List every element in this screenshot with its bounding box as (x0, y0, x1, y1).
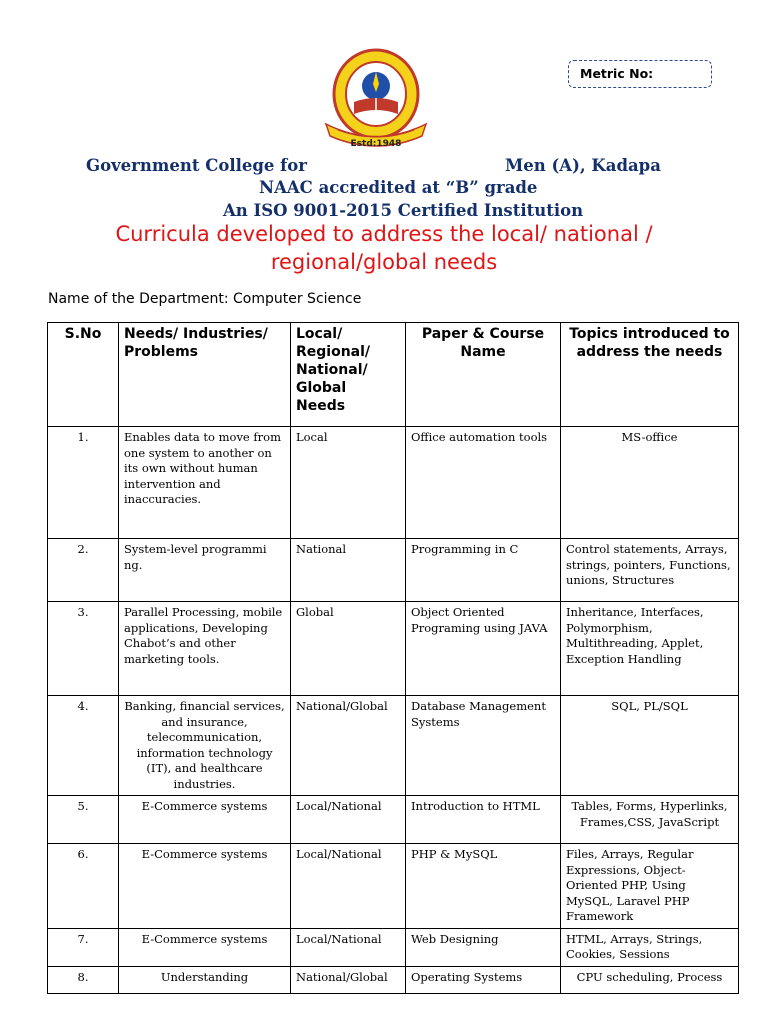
cell-paper: Object Oriented Programing using JAVA (406, 602, 561, 696)
curricula-table (47, 322, 739, 994)
header-sno: S.No (48, 323, 119, 427)
cell-paper: PHP & MySQL (406, 844, 561, 929)
college-name-right: Men (A), Kadapa (505, 156, 661, 175)
naac-line: NAAC accredited at “B” grade (259, 178, 538, 197)
cell-sno: 7. (48, 928, 119, 966)
metric-label: Metric No: (580, 66, 654, 81)
page-title-line2: regional/global needs (270, 250, 498, 274)
cell-needs: Banking, financial services, and insurance, telecommunication, information technology (IT), and healthcare industries. (119, 696, 291, 796)
cell-needs: Enables data to move from one system to another on its own without human intervention and inaccuracies. (119, 427, 291, 539)
cell-level: National/Global (291, 696, 406, 796)
cell-paper: Operating Systems (406, 966, 561, 993)
cell-level: Local/National (291, 928, 406, 966)
cell-topics: Control statements, Arrays, strings, pointers, Functions, unions, Structures (561, 539, 739, 602)
cell-sno: 2. (48, 539, 119, 602)
cell-topics: Tables, Forms, Hyperlinks, Frames,CSS, JavaScript (561, 796, 739, 844)
cell-needs: E-Commerce systems (119, 796, 291, 844)
cell-paper: Web Designing (406, 928, 561, 966)
cell-topics: Files, Arrays, Regular Expressions, Object-Oriented PHP, Using MySQL, Laravel PHP Framework (561, 844, 739, 929)
cell-paper: Programming in C (406, 539, 561, 602)
table-row (48, 928, 739, 966)
cell-sno: 1. (48, 427, 119, 539)
cell-sno: 4. (48, 696, 119, 796)
table-row (48, 539, 739, 602)
header-needs: Needs/ Industries/ Problems (119, 323, 291, 427)
iso-line: An ISO 9001-2015 Certified Institution (223, 201, 584, 220)
table-row (48, 796, 739, 844)
cell-needs: Understanding (119, 966, 291, 993)
cell-level: Local (291, 427, 406, 539)
cell-level: National/Global (291, 966, 406, 993)
header-topics: Topics introduced to address the needs (561, 323, 739, 427)
cell-topics: MS-office (561, 427, 739, 539)
cell-level: National (291, 539, 406, 602)
table-row (48, 427, 739, 539)
college-name-left: Government College for (86, 156, 307, 175)
cell-needs: E-Commerce systems (119, 844, 291, 929)
cell-paper: Office automation tools (406, 427, 561, 539)
cell-topics: CPU scheduling, Process (561, 966, 739, 993)
cell-sno: 5. (48, 796, 119, 844)
cell-topics: Inheritance, Interfaces, Polymorphism, Multithreading, Applet, Exception Handling (561, 602, 739, 696)
cell-topics: HTML, Arrays, Strings, Cookies, Sessions (561, 928, 739, 966)
header-paper: Paper & Course Name (406, 323, 561, 427)
cell-level: Local/National (291, 796, 406, 844)
cell-level: Global (291, 602, 406, 696)
header-level: Local/ Regional/ National/ Global Needs (291, 323, 406, 427)
cell-sno: 8. (48, 966, 119, 993)
table-header-row (48, 323, 739, 427)
college-logo (316, 44, 436, 154)
cell-needs: System-level programmi ng. (119, 539, 291, 602)
established-year: Estd:1948 (350, 139, 402, 149)
cell-topics: SQL, PL/SQL (561, 696, 739, 796)
cell-sno: 3. (48, 602, 119, 696)
department-name: Name of the Department: Computer Science (48, 291, 362, 307)
metric-number-box (568, 60, 712, 88)
cell-level: Local/National (291, 844, 406, 929)
cell-sno: 6. (48, 844, 119, 929)
cell-needs: E-Commerce systems (119, 928, 291, 966)
cell-paper: Database Management Systems (406, 696, 561, 796)
page-title-line1: Curricula developed to address the local/ national / (115, 222, 653, 246)
table-row (48, 844, 739, 929)
cell-paper: Introduction to HTML (406, 796, 561, 844)
table-row (48, 966, 739, 993)
cell-needs: Parallel Processing, mobile applications, Developing Chabot’s and other marketing tools. (119, 602, 291, 696)
table-row (48, 602, 739, 696)
table-row (48, 696, 739, 796)
